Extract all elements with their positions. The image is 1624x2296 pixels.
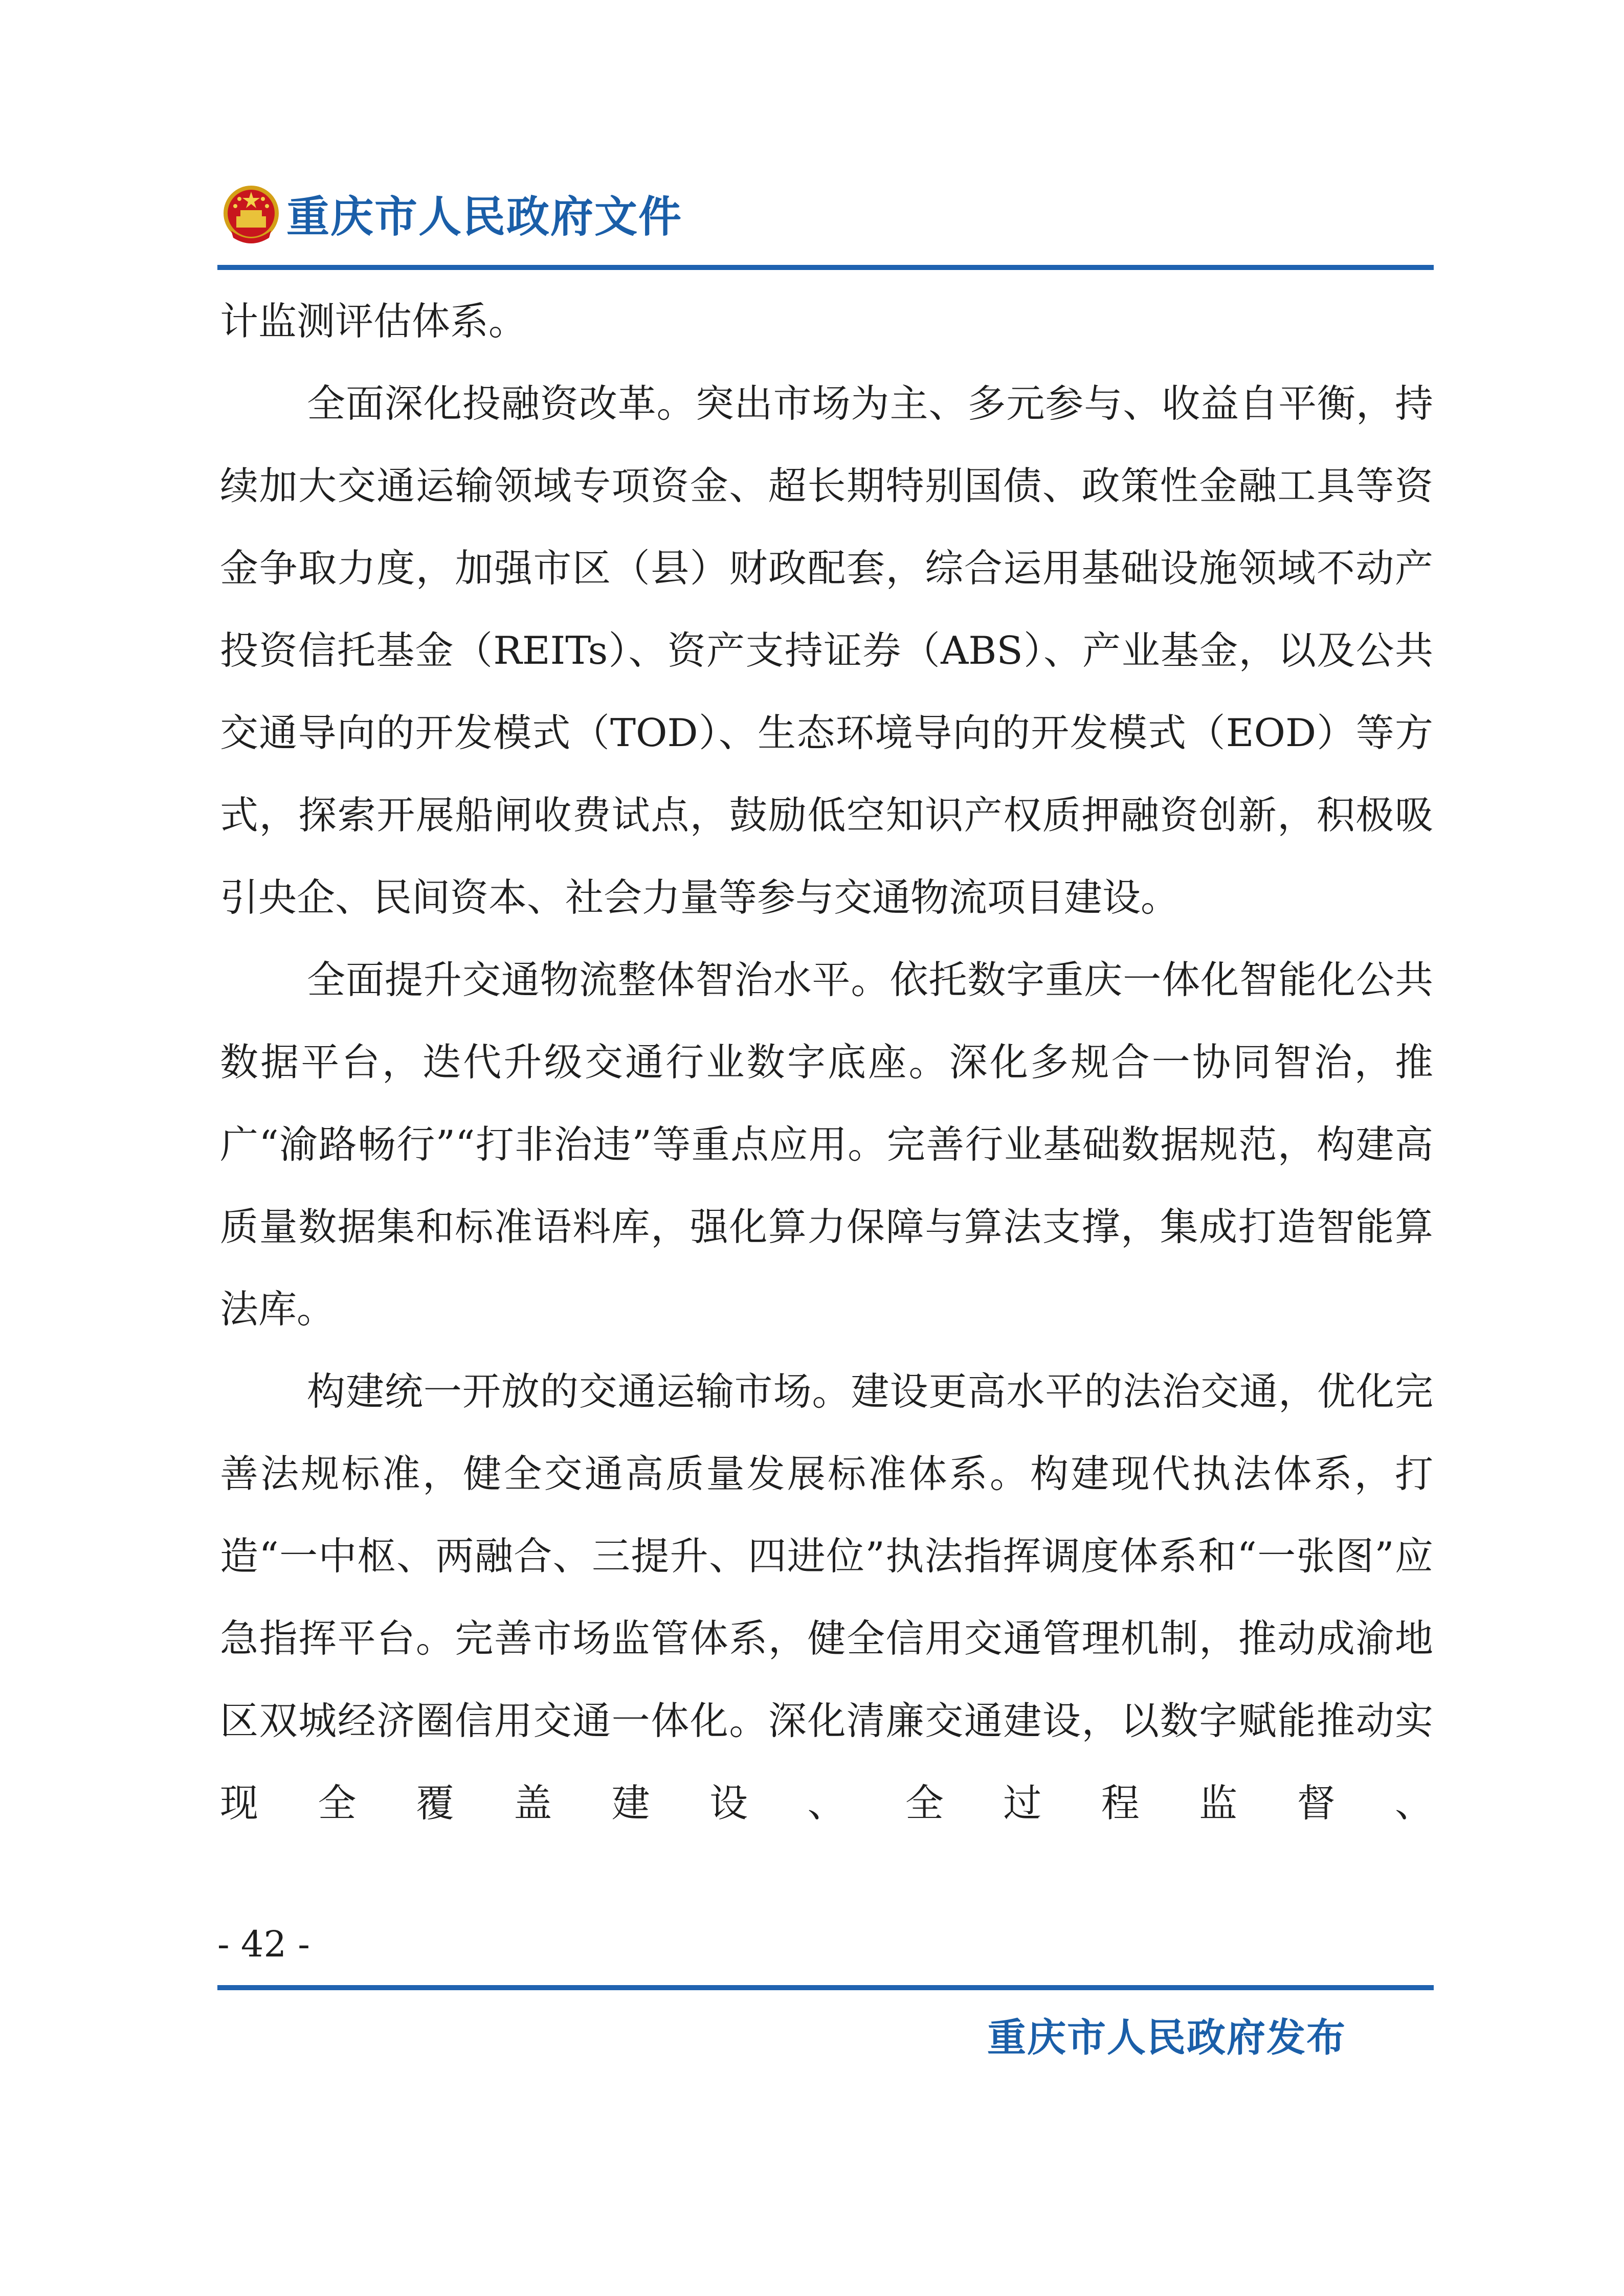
header-title: 重庆市人民政府文件: [286, 192, 683, 242]
footer-publisher: 重庆市人民政府发布: [987, 2015, 1346, 2060]
national-emblem-icon: [221, 182, 281, 247]
document-body: [220, 280, 1433, 1844]
footer-divider: [217, 1985, 1434, 1990]
page-number: - 42 -: [217, 1923, 310, 1965]
body-paragraph: 计监测评估体系。: [220, 299, 527, 344]
body-paragraph: 构建统一开放的交通运输市场。建设更高水平的法治交通，优化完善法规标准，健全交通高质量发展标准体系。构建现代执法体系，打造“一中枢、两融合、三提升、四进位”执法指挥调度体系和“一张图”应急指挥平台。完善市场监管体系，健全信用交通管理机制，推动成渝地区双城经济圈信用交通一体化。深化清廉交通建设，以数字赋能推动实现全覆盖建设、全过程监督、: [220, 1369, 1433, 1826]
body-paragraph: 全面深化投融资改革。突出市场为主、多元参与、收益自平衡，持续加大交通运输领域专项资金、超长期特别国债、政策性金融工具等资金争取力度，加强市区（县）财政配套，综合运用基础设施领域不动产投资信托基金（REITs）、资产支持证券（ABS）、产业基金，以及公共交通导向的开发模式（TOD）、生态环境导向的开发模式（EOD）等方式，探索开展船闸收费试点，鼓励低空知识产权质押融资创新，积极吸引央企、民间资本、社会力量等参与交通物流项目建设。: [220, 381, 1433, 920]
body-paragraph: 全面提升交通物流整体智治水平。依托数字重庆一体化智能化公共数据平台，迭代升级交通行业数字底座。深化多规合一协同智治，推广“渝路畅行”“打非治违”等重点应用。完善行业基础数据规范，构建高质量数据集和标准语料库，强化算力保障与算法支撑，集成打造智能算法库。: [220, 957, 1433, 1332]
header-divider: [217, 265, 1434, 270]
